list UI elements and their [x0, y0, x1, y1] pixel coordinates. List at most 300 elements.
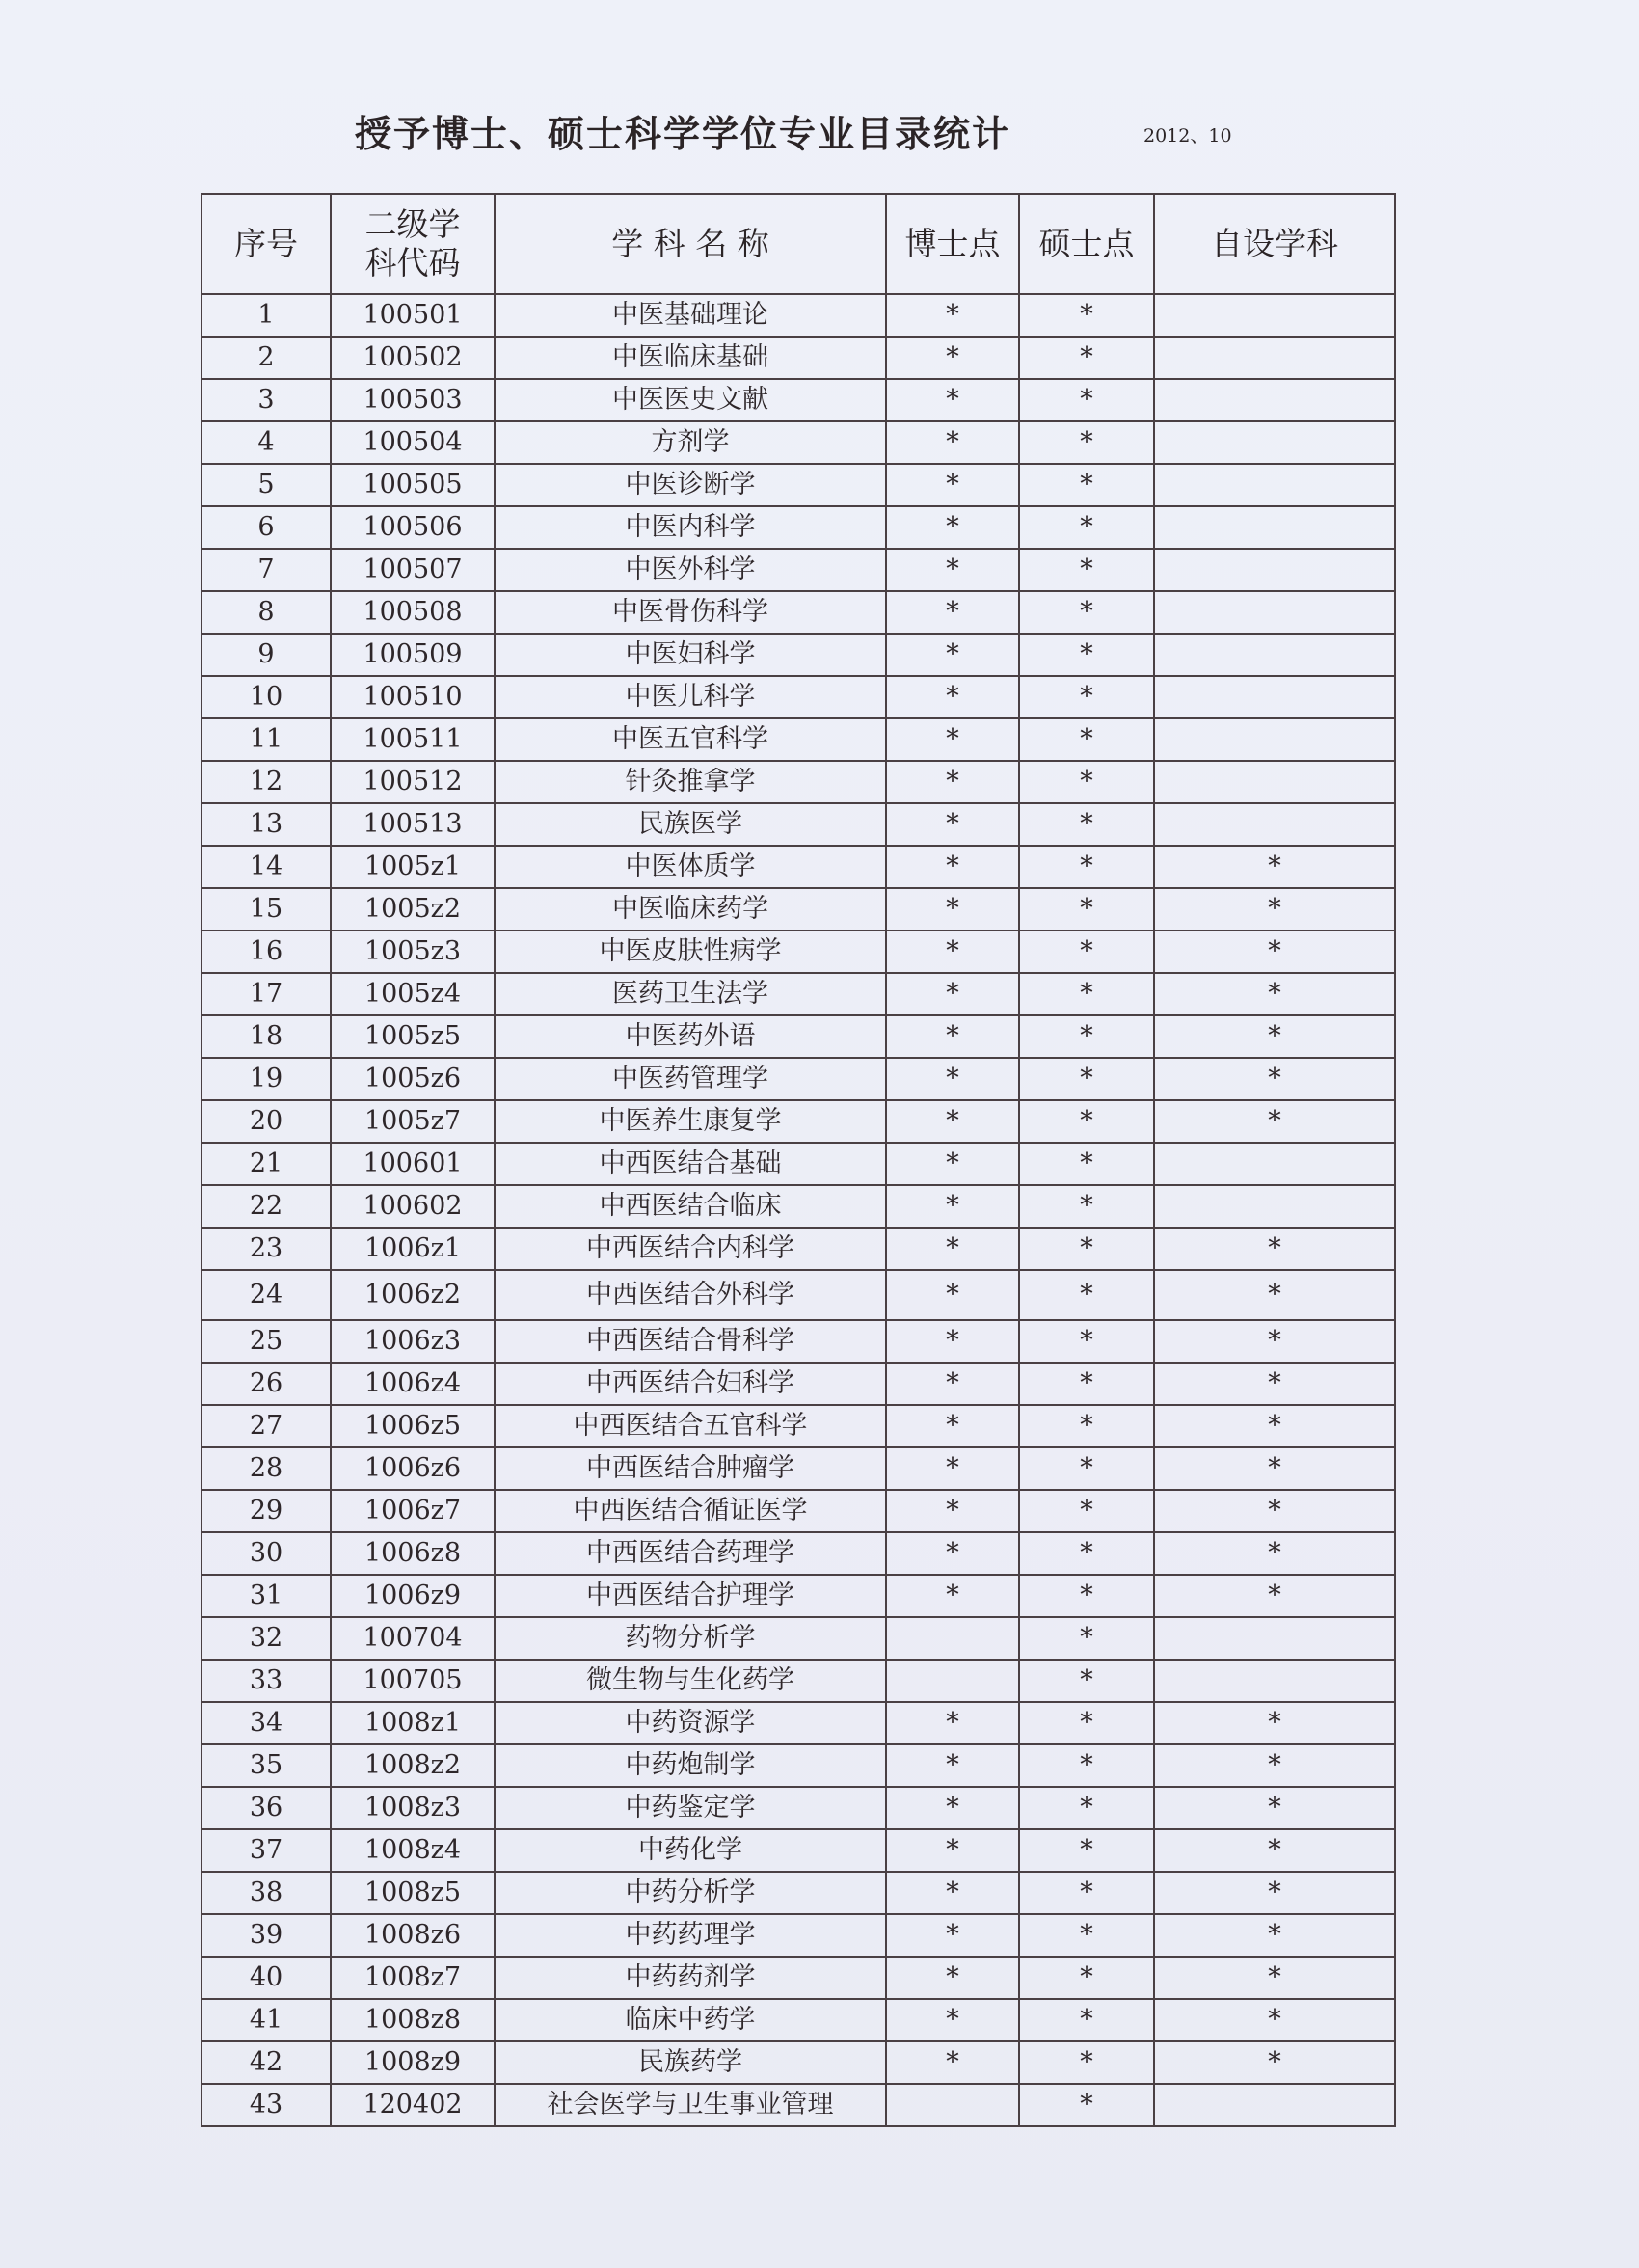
- cell-doctoral: *: [886, 1228, 1019, 1270]
- cell-code: 1005z4: [331, 973, 495, 1015]
- header-master: 硕士点: [1019, 194, 1154, 294]
- cell-master: *: [1019, 1702, 1154, 1744]
- cell-name: 中药炮制学: [495, 1744, 886, 1787]
- cell-name: 中西医结合护理学: [495, 1575, 886, 1617]
- cell-doctoral: *: [886, 1100, 1019, 1143]
- cell-self-set: *: [1154, 1787, 1395, 1829]
- cell-self-set: *: [1154, 1829, 1395, 1872]
- cell-doctoral: *: [886, 549, 1019, 591]
- cell-master: *: [1019, 506, 1154, 549]
- cell-doctoral: *: [886, 1143, 1019, 1185]
- cell-name: 中医诊断学: [495, 464, 886, 506]
- cell-no: 21: [202, 1143, 331, 1185]
- cell-name: 中药资源学: [495, 1702, 886, 1744]
- cell-master: *: [1019, 1270, 1154, 1320]
- cell-no: 15: [202, 888, 331, 931]
- cell-self-set: *: [1154, 1575, 1395, 1617]
- cell-self-set: [1154, 549, 1395, 591]
- document-date: 2012、10: [1143, 125, 1232, 147]
- header-self-set: 自设学科: [1154, 194, 1395, 294]
- cell-self-set: [1154, 761, 1395, 803]
- cell-master: *: [1019, 1872, 1154, 1914]
- title-area: [355, 104, 1319, 162]
- table-row: [202, 1702, 1395, 1744]
- table-row: [202, 2041, 1395, 2084]
- cell-name: 微生物与生化药学: [495, 1660, 886, 1702]
- cell-code: 100507: [331, 549, 495, 591]
- cell-code: 1006z8: [331, 1532, 495, 1575]
- cell-name: 中医五官科学: [495, 718, 886, 761]
- table-row: [202, 1490, 1395, 1532]
- table-row: [202, 761, 1395, 803]
- cell-master: *: [1019, 1015, 1154, 1058]
- cell-no: 23: [202, 1228, 331, 1270]
- cell-no: 13: [202, 803, 331, 846]
- cell-self-set: *: [1154, 1744, 1395, 1787]
- table-row: [202, 973, 1395, 1015]
- cell-master: *: [1019, 1447, 1154, 1490]
- cell-no: 10: [202, 676, 331, 718]
- cell-doctoral: *: [886, 1490, 1019, 1532]
- cell-code: 1006z1: [331, 1228, 495, 1270]
- cell-self-set: *: [1154, 1447, 1395, 1490]
- table-row: [202, 1575, 1395, 1617]
- header-no: 序号: [202, 194, 331, 294]
- cell-no: 39: [202, 1914, 331, 1957]
- cell-name: 中西医结合肿瘤学: [495, 1447, 886, 1490]
- table-row: [202, 1829, 1395, 1872]
- cell-name: 中医临床药学: [495, 888, 886, 931]
- cell-doctoral: *: [886, 421, 1019, 464]
- cell-no: 20: [202, 1100, 331, 1143]
- cell-code: 1008z9: [331, 2041, 495, 2084]
- cell-code: 1008z1: [331, 1702, 495, 1744]
- cell-code: 1006z9: [331, 1575, 495, 1617]
- page-title: 授予博士、硕士科学学位专业目录统计: [355, 113, 1011, 155]
- cell-self-set: *: [1154, 1532, 1395, 1575]
- cell-master: *: [1019, 1490, 1154, 1532]
- table-row: [202, 1532, 1395, 1575]
- cell-no: 9: [202, 634, 331, 676]
- table-row: [202, 1872, 1395, 1914]
- cell-master: *: [1019, 1575, 1154, 1617]
- cell-code: 1008z2: [331, 1744, 495, 1787]
- cell-self-set: *: [1154, 1100, 1395, 1143]
- cell-master: *: [1019, 464, 1154, 506]
- cell-master: *: [1019, 2041, 1154, 2084]
- cell-code: 100503: [331, 379, 495, 421]
- cell-self-set: *: [1154, 1015, 1395, 1058]
- cell-code: 100502: [331, 337, 495, 379]
- cell-code: 100505: [331, 464, 495, 506]
- cell-no: 32: [202, 1617, 331, 1660]
- table-row: [202, 1228, 1395, 1270]
- cell-name: 中药化学: [495, 1829, 886, 1872]
- cell-code: 100504: [331, 421, 495, 464]
- cell-self-set: [1154, 506, 1395, 549]
- cell-name: 药物分析学: [495, 1617, 886, 1660]
- cell-doctoral: *: [886, 591, 1019, 634]
- cell-name: 中西医结合外科学: [495, 1270, 886, 1320]
- table-row: [202, 1185, 1395, 1228]
- cell-name: 中西医结合骨科学: [495, 1320, 886, 1363]
- cell-doctoral: [886, 1660, 1019, 1702]
- cell-doctoral: *: [886, 1957, 1019, 1999]
- cell-no: 36: [202, 1787, 331, 1829]
- cell-self-set: *: [1154, 1363, 1395, 1405]
- cell-code: 1006z5: [331, 1405, 495, 1447]
- cell-doctoral: *: [886, 1575, 1019, 1617]
- cell-self-set: [1154, 634, 1395, 676]
- table-row: [202, 1617, 1395, 1660]
- cell-master: *: [1019, 591, 1154, 634]
- table-row: [202, 676, 1395, 718]
- cell-no: 24: [202, 1270, 331, 1320]
- cell-master: *: [1019, 1228, 1154, 1270]
- cell-master: *: [1019, 803, 1154, 846]
- cell-name: 针灸推拿学: [495, 761, 886, 803]
- cell-no: 22: [202, 1185, 331, 1228]
- header-name: 学 科 名 称: [495, 194, 886, 294]
- header-doctoral: 博士点: [886, 194, 1019, 294]
- cell-code: 1005z1: [331, 846, 495, 888]
- cell-doctoral: *: [886, 1363, 1019, 1405]
- cell-no: 26: [202, 1363, 331, 1405]
- cell-name: 中西医结合内科学: [495, 1228, 886, 1270]
- table-body: [202, 294, 1395, 2126]
- cell-master: *: [1019, 1914, 1154, 1957]
- table-row: [202, 888, 1395, 931]
- table-row: [202, 1999, 1395, 2041]
- cell-no: 2: [202, 337, 331, 379]
- cell-name: 中医皮肤性病学: [495, 931, 886, 973]
- cell-self-set: *: [1154, 1957, 1395, 1999]
- cell-self-set: *: [1154, 1999, 1395, 2041]
- cell-no: 19: [202, 1058, 331, 1100]
- cell-name: 临床中药学: [495, 1999, 886, 2041]
- cell-doctoral: *: [886, 803, 1019, 846]
- cell-no: 38: [202, 1872, 331, 1914]
- cell-no: 17: [202, 973, 331, 1015]
- cell-name: 中医药管理学: [495, 1058, 886, 1100]
- cell-doctoral: *: [886, 1914, 1019, 1957]
- cell-name: 中医临床基础: [495, 337, 886, 379]
- table-row: [202, 379, 1395, 421]
- cell-master: *: [1019, 1787, 1154, 1829]
- cell-doctoral: *: [886, 1058, 1019, 1100]
- cell-doctoral: *: [886, 634, 1019, 676]
- cell-master: *: [1019, 973, 1154, 1015]
- cell-doctoral: *: [886, 888, 1019, 931]
- table-row: [202, 1320, 1395, 1363]
- cell-name: 中医妇科学: [495, 634, 886, 676]
- cell-doctoral: *: [886, 294, 1019, 337]
- cell-self-set: [1154, 294, 1395, 337]
- cell-doctoral: *: [886, 506, 1019, 549]
- cell-no: 43: [202, 2084, 331, 2126]
- cell-master: *: [1019, 1957, 1154, 1999]
- cell-name: 中西医结合五官科学: [495, 1405, 886, 1447]
- cell-no: 4: [202, 421, 331, 464]
- cell-self-set: [1154, 421, 1395, 464]
- cell-doctoral: *: [886, 2041, 1019, 2084]
- table-row: [202, 1447, 1395, 1490]
- cell-master: *: [1019, 1143, 1154, 1185]
- cell-doctoral: *: [886, 676, 1019, 718]
- cell-doctoral: *: [886, 1015, 1019, 1058]
- cell-no: 18: [202, 1015, 331, 1058]
- cell-doctoral: *: [886, 1787, 1019, 1829]
- cell-doctoral: *: [886, 1270, 1019, 1320]
- table-row: [202, 421, 1395, 464]
- cell-master: *: [1019, 676, 1154, 718]
- cell-no: 30: [202, 1532, 331, 1575]
- cell-name: 中药鉴定学: [495, 1787, 886, 1829]
- cell-no: 1: [202, 294, 331, 337]
- cell-code: 1005z3: [331, 931, 495, 973]
- cell-self-set: [1154, 1185, 1395, 1228]
- cell-self-set: [1154, 2084, 1395, 2126]
- cell-self-set: *: [1154, 1320, 1395, 1363]
- cell-doctoral: *: [886, 1185, 1019, 1228]
- cell-self-set: *: [1154, 931, 1395, 973]
- cell-self-set: [1154, 676, 1395, 718]
- cell-code: 100705: [331, 1660, 495, 1702]
- cell-master: *: [1019, 1185, 1154, 1228]
- table-row: [202, 337, 1395, 379]
- cell-doctoral: *: [886, 1999, 1019, 2041]
- table-row: [202, 1957, 1395, 1999]
- cell-no: 12: [202, 761, 331, 803]
- table-row: [202, 1787, 1395, 1829]
- cell-no: 33: [202, 1660, 331, 1702]
- cell-name: 中医药外语: [495, 1015, 886, 1058]
- cell-master: *: [1019, 718, 1154, 761]
- cell-no: 6: [202, 506, 331, 549]
- cell-code: 1008z4: [331, 1829, 495, 1872]
- header-code: [331, 194, 495, 294]
- table-row: [202, 1744, 1395, 1787]
- cell-code: 1008z5: [331, 1872, 495, 1914]
- cell-code: 1006z7: [331, 1490, 495, 1532]
- cell-name: 中医养生康复学: [495, 1100, 886, 1143]
- cell-code: 100704: [331, 1617, 495, 1660]
- table-row: [202, 464, 1395, 506]
- cell-no: 8: [202, 591, 331, 634]
- table-row: [202, 634, 1395, 676]
- cell-no: 25: [202, 1320, 331, 1363]
- cell-doctoral: *: [886, 1320, 1019, 1363]
- cell-code: 120402: [331, 2084, 495, 2126]
- cell-code: 1005z5: [331, 1015, 495, 1058]
- cell-master: *: [1019, 549, 1154, 591]
- cell-name: 民族药学: [495, 2041, 886, 2084]
- cell-code: 100501: [331, 294, 495, 337]
- cell-self-set: [1154, 379, 1395, 421]
- cell-master: *: [1019, 846, 1154, 888]
- cell-code: 100506: [331, 506, 495, 549]
- cell-self-set: [1154, 591, 1395, 634]
- table-row: [202, 1914, 1395, 1957]
- cell-master: *: [1019, 1320, 1154, 1363]
- cell-code: 1005z6: [331, 1058, 495, 1100]
- cell-master: *: [1019, 379, 1154, 421]
- cell-self-set: *: [1154, 1270, 1395, 1320]
- cell-master: *: [1019, 634, 1154, 676]
- table-row: [202, 1270, 1395, 1320]
- cell-master: *: [1019, 1405, 1154, 1447]
- header-code-line2: 科代码: [364, 244, 461, 282]
- cell-code: 100509: [331, 634, 495, 676]
- table-row: [202, 294, 1395, 337]
- degree-catalog-table: [201, 193, 1396, 2127]
- table-row: [202, 1015, 1395, 1058]
- table-row: [202, 1405, 1395, 1447]
- cell-self-set: [1154, 1143, 1395, 1185]
- cell-no: 11: [202, 718, 331, 761]
- table-row: [202, 591, 1395, 634]
- cell-master: *: [1019, 1999, 1154, 2041]
- table-header-row: [202, 194, 1395, 294]
- cell-self-set: *: [1154, 1872, 1395, 1914]
- cell-doctoral: *: [886, 718, 1019, 761]
- cell-name: 民族医学: [495, 803, 886, 846]
- cell-doctoral: *: [886, 846, 1019, 888]
- cell-name: 中药药剂学: [495, 1957, 886, 1999]
- cell-name: 中西医结合药理学: [495, 1532, 886, 1575]
- cell-code: 100512: [331, 761, 495, 803]
- cell-no: 37: [202, 1829, 331, 1872]
- cell-doctoral: *: [886, 1702, 1019, 1744]
- cell-master: *: [1019, 1660, 1154, 1702]
- cell-doctoral: *: [886, 761, 1019, 803]
- cell-self-set: *: [1154, 846, 1395, 888]
- cell-code: 1008z3: [331, 1787, 495, 1829]
- cell-name: 中医骨伤科学: [495, 591, 886, 634]
- cell-name: 中医外科学: [495, 549, 886, 591]
- cell-doctoral: *: [886, 1744, 1019, 1787]
- table-row: [202, 846, 1395, 888]
- cell-code: 1006z2: [331, 1270, 495, 1320]
- cell-master: *: [1019, 1532, 1154, 1575]
- cell-code: 1005z2: [331, 888, 495, 931]
- cell-code: 1006z3: [331, 1320, 495, 1363]
- cell-name: 方剂学: [495, 421, 886, 464]
- cell-doctoral: *: [886, 973, 1019, 1015]
- cell-name: 中医体质学: [495, 846, 886, 888]
- cell-self-set: [1154, 1617, 1395, 1660]
- cell-doctoral: *: [886, 931, 1019, 973]
- cell-doctoral: *: [886, 464, 1019, 506]
- cell-name: 医药卫生法学: [495, 973, 886, 1015]
- cell-name: 中西医结合临床: [495, 1185, 886, 1228]
- cell-name: 中西医结合循证医学: [495, 1490, 886, 1532]
- cell-name: 社会医学与卫生事业管理: [495, 2084, 886, 2126]
- cell-name: 中西医结合妇科学: [495, 1363, 886, 1405]
- table-row: [202, 931, 1395, 973]
- cell-self-set: *: [1154, 888, 1395, 931]
- cell-no: 29: [202, 1490, 331, 1532]
- cell-self-set: *: [1154, 1228, 1395, 1270]
- cell-master: *: [1019, 1744, 1154, 1787]
- cell-self-set: *: [1154, 1914, 1395, 1957]
- cell-no: 35: [202, 1744, 331, 1787]
- cell-self-set: *: [1154, 1058, 1395, 1100]
- cell-self-set: *: [1154, 2041, 1395, 2084]
- cell-master: *: [1019, 294, 1154, 337]
- cell-self-set: [1154, 337, 1395, 379]
- cell-doctoral: *: [886, 337, 1019, 379]
- cell-no: 7: [202, 549, 331, 591]
- table-row: [202, 1058, 1395, 1100]
- table-row: [202, 1660, 1395, 1702]
- cell-doctoral: *: [886, 379, 1019, 421]
- table-row: [202, 1143, 1395, 1185]
- cell-master: *: [1019, 888, 1154, 931]
- cell-no: 28: [202, 1447, 331, 1490]
- cell-doctoral: *: [886, 1829, 1019, 1872]
- cell-doctoral: [886, 1617, 1019, 1660]
- cell-master: *: [1019, 1100, 1154, 1143]
- cell-no: 40: [202, 1957, 331, 1999]
- cell-no: 5: [202, 464, 331, 506]
- cell-doctoral: *: [886, 1872, 1019, 1914]
- cell-master: *: [1019, 761, 1154, 803]
- cell-no: 31: [202, 1575, 331, 1617]
- cell-name: 中医内科学: [495, 506, 886, 549]
- table-row: [202, 506, 1395, 549]
- cell-name: 中药药理学: [495, 1914, 886, 1957]
- cell-self-set: [1154, 464, 1395, 506]
- cell-self-set: *: [1154, 973, 1395, 1015]
- cell-no: 14: [202, 846, 331, 888]
- cell-master: *: [1019, 931, 1154, 973]
- cell-no: 16: [202, 931, 331, 973]
- cell-master: *: [1019, 337, 1154, 379]
- cell-code: 1008z7: [331, 1957, 495, 1999]
- table-row: [202, 718, 1395, 761]
- cell-self-set: *: [1154, 1490, 1395, 1532]
- cell-name: 中医医史文献: [495, 379, 886, 421]
- cell-self-set: [1154, 718, 1395, 761]
- cell-master: *: [1019, 1058, 1154, 1100]
- cell-master: *: [1019, 1617, 1154, 1660]
- cell-code: 1006z6: [331, 1447, 495, 1490]
- cell-self-set: *: [1154, 1702, 1395, 1744]
- cell-self-set: [1154, 1660, 1395, 1702]
- table-row: [202, 2084, 1395, 2126]
- cell-code: 1008z6: [331, 1914, 495, 1957]
- cell-code: 1006z4: [331, 1363, 495, 1405]
- cell-name: 中药分析学: [495, 1872, 886, 1914]
- cell-code: 100508: [331, 591, 495, 634]
- cell-master: *: [1019, 1829, 1154, 1872]
- cell-code: 100513: [331, 803, 495, 846]
- cell-master: *: [1019, 421, 1154, 464]
- table-row: [202, 1100, 1395, 1143]
- cell-doctoral: *: [886, 1532, 1019, 1575]
- table-row: [202, 803, 1395, 846]
- cell-no: 42: [202, 2041, 331, 2084]
- cell-name: 中医儿科学: [495, 676, 886, 718]
- table-row: [202, 1363, 1395, 1405]
- cell-no: 3: [202, 379, 331, 421]
- cell-code: 100511: [331, 718, 495, 761]
- cell-code: 100510: [331, 676, 495, 718]
- cell-master: *: [1019, 1363, 1154, 1405]
- cell-code: 100602: [331, 1185, 495, 1228]
- table-row: [202, 549, 1395, 591]
